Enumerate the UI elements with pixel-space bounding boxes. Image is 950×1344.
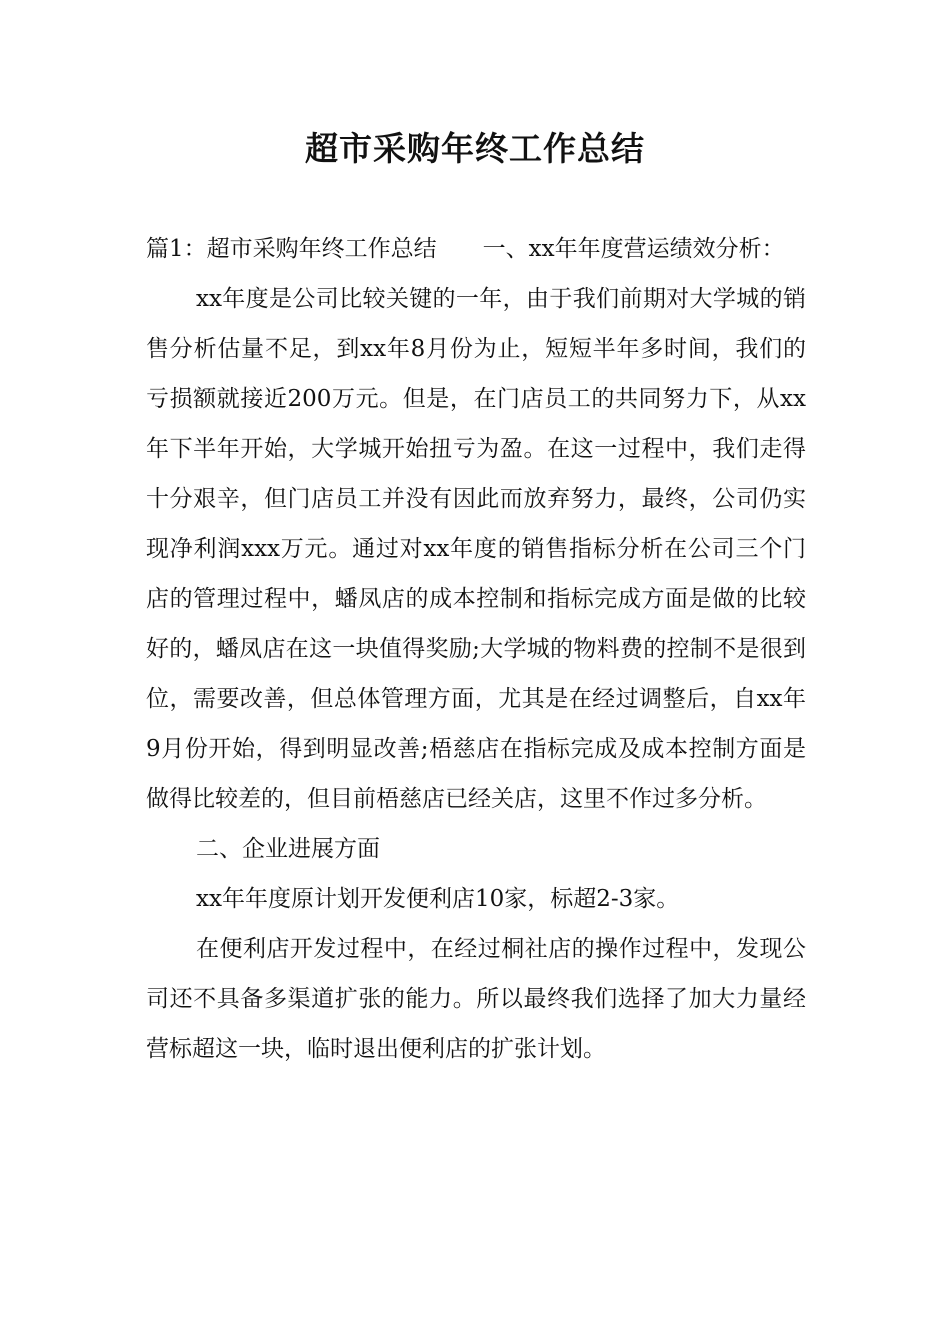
document-body [146, 224, 806, 1074]
paragraph-plan: xx年年度原计划开发便利店10家，标超2-3家。 [196, 886, 680, 912]
part-heading: 篇1：超市采购年终工作总结 [146, 236, 437, 262]
paragraph-development: 在便利店开发过程中，在经过桐社店的操作过程中，发现公司还不具备多渠道扩张的能力。所以最终我们选择了加大力量经营标超这一块，临时退出便利店的扩张计划。 [146, 936, 806, 1062]
heading-line [146, 224, 806, 274]
paragraph-performance: xx年度是公司比较关键的一年，由于我们前期对大学城的销售分析估量不足，到xx年8月份为止，短短半年多时间，我们的亏损额就接近200万元。但是，在门店员工的共同努力下，从xx年下半年开始，大学城开始扭亏为盈。在这一过程中，我们走得十分艰辛，但门店员工并没有因此而放弃努力，最终，公司仍实现净利润xxx万元。通过对xx年度的销售指标分析在公司三个门店的管理过程中，蟠凤店的成本控制和指标完成方面是做的比较好的，蟠凤店在这一块值得奖励;大学城的物料费的控制不是很到位，需要改善，但总体管理方面，尤其是在经过调整后，自xx年9月份开始，得到明显改善;梧慈店在指标完成及成本控制方面是做得比较差的，但目前梧慈店已经关店，这里不作过多分析。 [146, 286, 806, 812]
section-heading-2: 二、企业进展方面 [196, 836, 380, 862]
document-title: 超市采购年终工作总结 [305, 129, 645, 168]
section-heading-1: 一、xx年年度营运绩效分析： [482, 236, 785, 262]
